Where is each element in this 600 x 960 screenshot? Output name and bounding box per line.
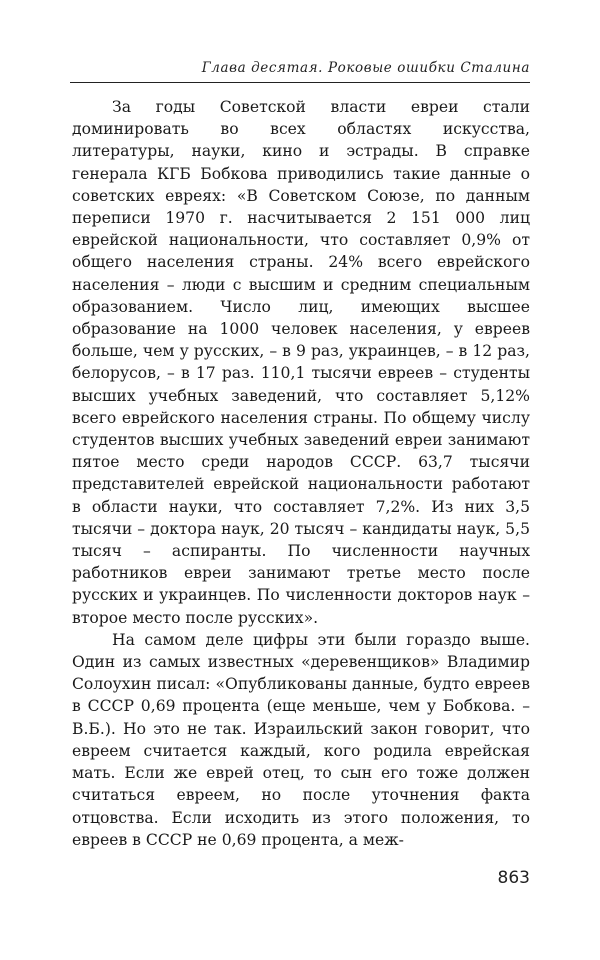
running-head: Глава десятая. Роковые ошибки Сталина (201, 60, 530, 76)
header-rule (70, 82, 530, 83)
page-number: 863 (497, 868, 530, 888)
paragraph: На самом деле цифры эти были гораздо выше. Один из самых известных «деревенщиков» Владимир Солоухин писал: «Опубликованы данные, будто евреев в СССР 0,69 процента (еще меньше, чем у Бобкова. – В.Б.). Но это не так. Израильский закон говорит, что евреем считается каждый, кого родила еврейская мать. Если же еврей отец, то сын его тоже должен считаться евреем, но после уточнения факта отцовства. Если исходить из этого положения, то евреев в СССР не 0,69 процента, а меж- (72, 630, 530, 849)
paragraph: За годы Советской власти евреи стали доминировать во всех областях искусства, литературы, науки, кино и эстрады. В справке генерала КГБ Бобкова приводились такие данные о советских евреях: «В Советском Союзе, по данным переписи 1970 г. насчитывается 2 151 000 лиц еврейской национальности, что составляет 0,9% от общего населения страны. 24% всего еврейского населения – люди с высшим и средним специальным образованием. Число лиц, имеющих высшее образование на 1000 человек населения, у евреев больше, чем у русских, – в 9 раз, украинцев, – в 12 раз, белорусов, – в 17 раз. 110,1 тысячи евреев – студенты высших учебных заведений, что составляет 5,12% всего еврейского населения страны. По общему числу студентов высших учебных заведений евреи занимают пятое место среди народов СССР. 63,7 тысячи представителей еврейской национальности работают в области науки, что составляет 7,2%. Из них 3,5 тысячи – доктора наук, 20 тысяч – кандидаты наук, 5,5 тысяч – аспиранты. По численности научных работников евреи занимают третье место после русских и украинцев. По численности докторов наук – второе место после русских». (72, 98, 530, 627)
body-text (72, 96, 530, 851)
